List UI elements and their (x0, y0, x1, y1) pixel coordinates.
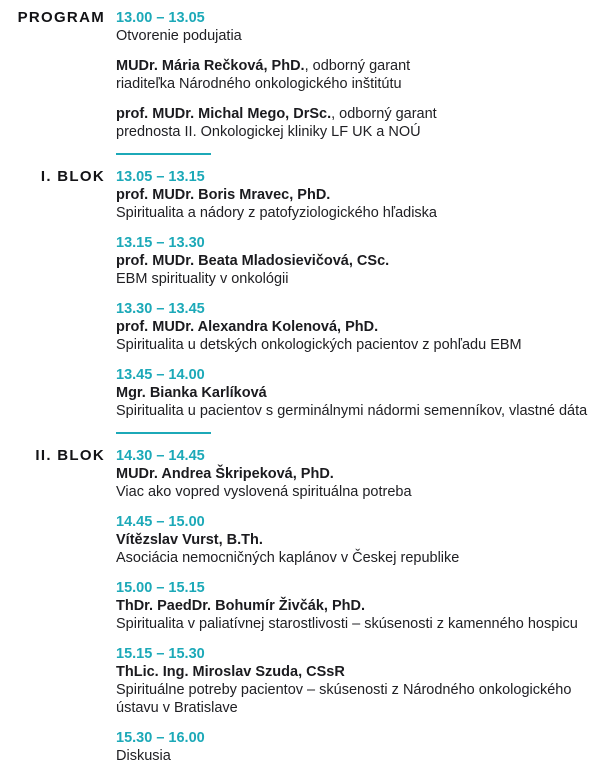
agenda-item (116, 579, 592, 633)
time-range: 14.30 – 14.45 (116, 448, 205, 464)
speaker-line (116, 384, 592, 402)
section-label: PROGRAM (17, 9, 105, 26)
speaker-name: MUDr. Mária Rečková, PhD. (116, 58, 305, 74)
section-divider (116, 432, 211, 434)
speaker-line (116, 531, 592, 549)
speaker-line (116, 318, 592, 336)
section-label: I. BLOK (40, 168, 105, 185)
talk-title: Spiritualita v paliatívnej starostlivosti – skúsenosti z kamenného hospicu (116, 616, 578, 632)
talk-title: Diskusia (116, 748, 171, 764)
talk-title: Asociácia nemocničných kaplánov v Českej republike (116, 550, 460, 566)
speaker-line (116, 105, 592, 123)
agenda-item (116, 729, 592, 765)
talk-title: Spiritualita a nádory z patofyziologického hľadiska (116, 205, 437, 221)
section-label: II. BLOK (35, 447, 105, 464)
agenda-item (116, 447, 592, 501)
speaker-name: prof. MUDr. Alexandra Kolenová, PhD. (116, 319, 379, 335)
speaker-line (116, 57, 592, 75)
speaker-line (116, 252, 592, 270)
speaker-name: prof. MUDr. Beata Mladosievičová, CSc. (116, 253, 390, 269)
talk-title: Spiritualita u pacientov s germinálnymi nádormi semenníkov, vlastné dáta (116, 403, 588, 419)
agenda-item (116, 9, 592, 45)
speaker-name: prof. MUDr. Boris Mravec, PhD. (116, 187, 331, 203)
time-range: 13.15 – 13.30 (116, 235, 205, 251)
agenda-item (116, 645, 592, 717)
speaker-name: ThLic. Ing. Miroslav Szuda, CSsR (116, 664, 345, 680)
agenda-item (116, 105, 592, 141)
agenda-item (116, 513, 592, 567)
program-section (0, 9, 592, 168)
speaker-name: Mgr. Bianka Karlíková (116, 385, 267, 401)
agenda-item (116, 366, 592, 420)
speaker-role: , odborný garant (331, 106, 437, 122)
talk-title: EBM spirituality v onkológii (116, 271, 289, 287)
section-divider (116, 153, 211, 155)
speaker-line (116, 465, 592, 483)
talk-title: Viac ako vopred vyslovená spirituálna potreba (116, 484, 412, 500)
talk-title: prednosta II. Onkologickej kliniky LF UK a NOÚ (116, 124, 421, 140)
program-section (0, 447, 592, 765)
section-content (116, 168, 592, 447)
time-range: 14.45 – 15.00 (116, 514, 205, 530)
speaker-name: MUDr. Andrea Škripeková, PhD. (116, 466, 334, 482)
talk-title: Otvorenie podujatia (116, 28, 242, 44)
program-section (0, 168, 592, 447)
speaker-line (116, 597, 592, 615)
time-range: 15.00 – 15.15 (116, 580, 205, 596)
agenda-item (116, 168, 592, 222)
speaker-name: prof. MUDr. Michal Mego, DrSc. (116, 106, 332, 122)
time-range: 13.45 – 14.00 (116, 367, 205, 383)
time-range: 15.30 – 16.00 (116, 730, 205, 746)
talk-title: Spiritualita u detských onkologických pacientov z pohľadu EBM (116, 337, 522, 353)
speaker-line (116, 663, 592, 681)
speaker-name: ThDr. PaedDr. Bohumír Živčák, PhD. (116, 598, 365, 614)
time-range: 13.05 – 13.15 (116, 169, 205, 185)
agenda-item (116, 234, 592, 288)
agenda-item (116, 57, 592, 93)
talk-title: Spirituálne potreby pacientov – skúsenosti z Národného onkologického ústavu v Bratislave (116, 682, 572, 716)
speaker-name: Vítězslav Vurst, B.Th. (116, 532, 263, 548)
talk-title: riaditeľka Národného onkologického inštitútu (116, 76, 402, 92)
time-range: 13.00 – 13.05 (116, 10, 205, 26)
time-range: 13.30 – 13.45 (116, 301, 205, 317)
section-content (116, 9, 592, 168)
agenda-item (116, 300, 592, 354)
time-range: 15.15 – 15.30 (116, 646, 205, 662)
section-content (116, 447, 592, 765)
speaker-role: , odborný garant (304, 58, 411, 74)
speaker-line (116, 186, 592, 204)
program-list (0, 9, 592, 765)
